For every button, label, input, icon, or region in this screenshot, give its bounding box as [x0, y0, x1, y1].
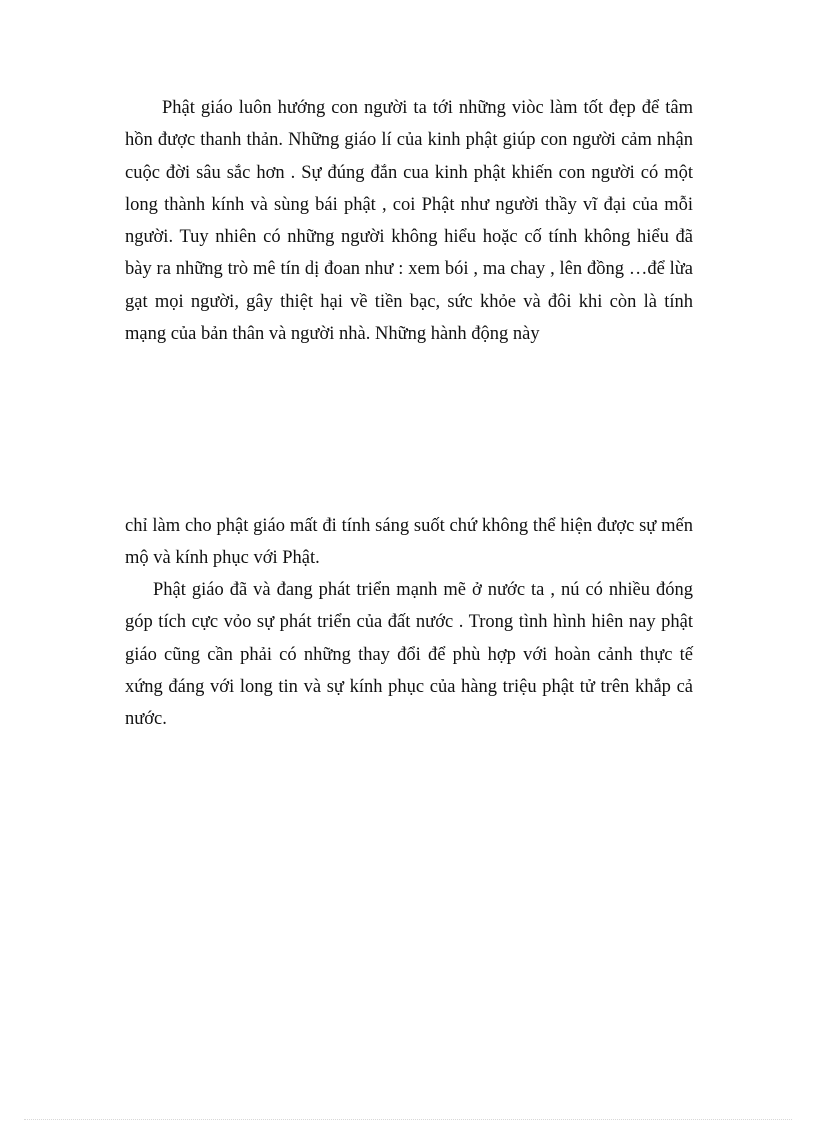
paragraph-conclusion: Phật giáo đã và đang phát triển mạnh mẽ ở nước ta , nú có nhiều đóng góp tích cực vỏo sự phát triển của đất nước . Trong tình hình hiên nay phật giáo cũng cần phải có những thay đổi để phù hợp với hoàn cảnh thực tế xứng đáng với long tin và sự kính phục của hàng triệu phật tử trên khắp cả nước.	[125, 580, 693, 730]
paragraph-intro: Phật giáo luôn hướng con người ta tới những viòc làm tốt đẹp để tâm hồn được thanh thản. Những giáo lí của kinh phật giúp con người cảm nhận cuộc đời sâu sắc hơn . Sự đúng đắn cua kinh phật khiến con người có một long thành kính và sùng bái phật , coi Phật như người thầy vĩ đại của mỗi người. Tuy nhiên có những người không hiểu hoặc cố tính không hiểu đã bày ra những trò mê tín dị đoan như : xem bói , ma chay , lên đồng …để lừa gạt mọi người, gây thiệt hại về tiền bạc, sức khỏe và đôi khi còn là tính mạng của bản thân và người nhà. Những hành động này	[125, 98, 693, 345]
paragraph-continuation: chỉ làm cho phật giáo mất đi tính sáng suốt chứ không thể hiện được sự mến mộ và kính phục với Phật.	[125, 516, 693, 569]
page-bottom-divider	[24, 1119, 792, 1120]
